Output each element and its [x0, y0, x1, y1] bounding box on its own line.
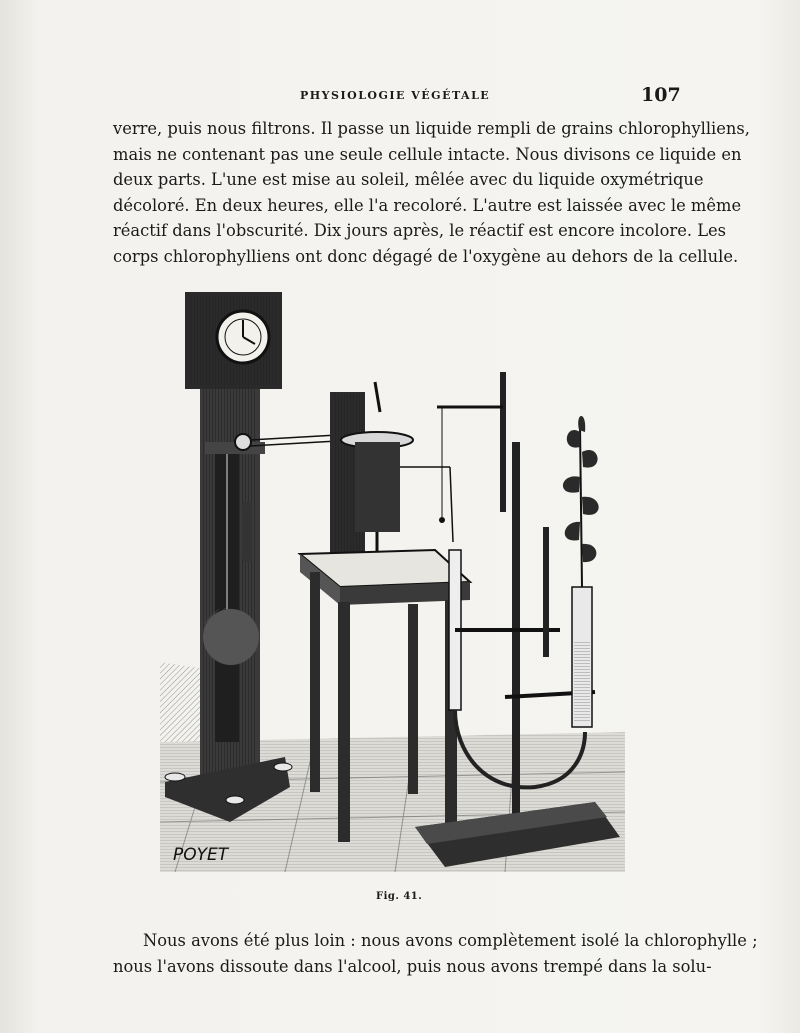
- text-line: décoloré. En deux heures, elle l'a recoloré. L'autre est laissée avec le même: [113, 195, 742, 215]
- paragraph-top: [113, 116, 750, 269]
- figure-caption: Fig. 41.: [376, 891, 423, 902]
- text-line: nous l'avons dissoute dans l'alcool, puis nous avons trempé dans la solu-: [113, 956, 712, 976]
- text-line: deux parts. L'une est mise au soleil, mêlée avec du liquide oxymétrique: [113, 170, 704, 189]
- text-line: mais ne contenant pas une seule cellule intacte. Nous divisons ce liquide en: [113, 144, 742, 164]
- recording-drum: [330, 382, 413, 567]
- text-line: verre, puis nous filtrons. Il passe un liquide rempli de grains chlorophylliens,: [113, 119, 750, 138]
- text-line: réactif dans l'obscurité. Dix jours après, le réactif est encore incolore. Les: [113, 221, 726, 240]
- running-title: PHYSIOLOGIE VÉGÉTALE: [300, 89, 491, 102]
- engraver-signature: POYET: [173, 845, 229, 865]
- page-number: 107: [641, 84, 681, 106]
- paragraph-bottom: [113, 928, 758, 979]
- text-line: Nous avons été plus loin : nous avons complètement isolé la chlorophylle ;: [143, 931, 758, 950]
- engraving-figure: [155, 282, 630, 880]
- text-line: corps chlorophylliens ont donc dégagé de l'oxygène au dehors de la cellule.: [113, 246, 739, 266]
- plant-sprig: [563, 416, 599, 587]
